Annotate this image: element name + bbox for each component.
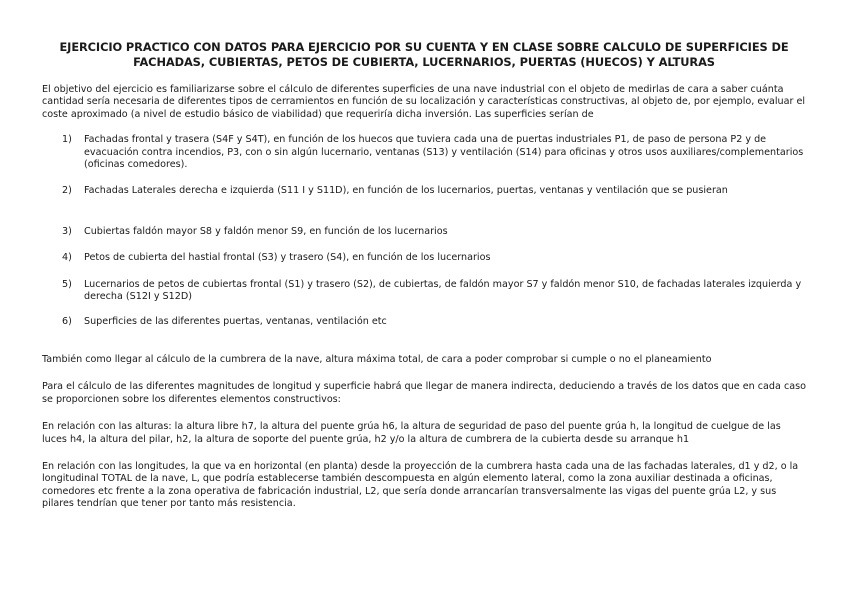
list-item (62, 279, 806, 304)
list-item-text: Petos de cubierta del hastial frontal (S3) y trasero (S4), en función de los lucernarios (84, 252, 491, 264)
title-line-2: FACHADAS, CUBIERTAS, PETOS DE CUBIERTA, LUCERNARIOS, PUERTAS (HUECOS) Y ALTURAS (133, 55, 715, 69)
document-title (42, 40, 806, 70)
calculation-paragraph: Para el cálculo de las diferentes magnitudes de longitud y superficie habrá que llegar de manera indirecta, deduciendo a través de los datos que en cada caso se proporcionen sobre los diferentes elementos constructivos: (42, 381, 806, 405)
list-item (62, 226, 806, 238)
list-item-number: 6) (62, 316, 72, 328)
list-item-number: 3) (62, 225, 72, 237)
list-item-text: Superficies de las diferentes puertas, ventanas, ventilación etc (84, 316, 387, 328)
intro-paragraph: El objetivo del ejercicio es familiarizarse sobre el cálculo de diferentes superficies de una nave industrial con el objeto de medirlas de cara a saber cuánta cantidad sería necesaria de diferentes tipos de cerramientos en función de su localización y características constructivas, al objeto de, por ejemplo, evaluar el coste aproximado (a nivel de estudio básico de viabilidad) que requeriría dicha inversión. Las superficies serían de (42, 84, 806, 120)
list-item-number: 5) (62, 278, 72, 290)
list-item-number: 4) (62, 252, 72, 264)
list-item (62, 316, 806, 328)
list-item-number: 1) (62, 134, 72, 146)
list-item (62, 134, 806, 171)
document-page (42, 40, 806, 511)
surfaces-list (42, 134, 806, 329)
list-item-text: Fachadas Laterales derecha e izquierda (S11 I y S11D), en función de los lucernarios, puertas, ventanas y ventilación que se pusieran (84, 185, 728, 197)
list-item-text: Lucernarios de petos de cubiertas frontal (S1) y trasero (S2), de cubiertas, de faldón mayor S7 y faldón menor S10, de fachadas laterales izquierda y derecha (S12I y S12D) (84, 278, 802, 303)
list-item (62, 252, 806, 264)
list-item-text: Cubiertas faldón mayor S8 y faldón menor S9, en función de los lucernarios (84, 225, 448, 237)
cumbrera-paragraph: También como llegar al cálculo de la cumbrera de la nave, altura máxima total, de cara a poder comprobar si cumple o no el planeamiento (42, 353, 712, 365)
list-item-text: Fachadas frontal y trasera (S4F y S4T), en función de los huecos que tuviera cada una de puertas industriales P1, de paso de persona P2 y de evacuación contra incendios, P3, con o sin algún lucernario, ventanas (S13) y ventilación (S14) para oficinas y otros usos auxiliares/complementarios (oficinas comedores). (84, 134, 804, 171)
title-line-1: EJERCICIO PRACTICO CON DATOS PARA EJERCICIO POR SU CUENTA Y EN CLASE SOBRE CALCULO DE SUPERFICIES DE (59, 40, 789, 54)
lengths-paragraph: En relación con las longitudes, la que va en horizontal (en planta) desde la proyección de la cumbrera hasta cada una de las fachadas laterales, d1 y d2, o la longitudinal TOTAL de la nave, L, que podría establecerse también descompuesta en algún elemento lateral, como la zona auxiliar destinada a oficinas, comedores etc frente a la zona operativa de fabricación industrial, L2, que sería donde arrancarían transversalmente las vigas del puente grúa L2, y sus pilares tendrían que tener por tanto más resistencia. (42, 460, 799, 510)
list-item (62, 185, 806, 197)
heights-paragraph: En relación con las alturas: la altura libre h7, la altura del puente grúa h6, la altura de seguridad de paso del puente grúa h, la longitud de cuelgue de las luces h4, la altura del pilar, h2, la altura de soporte del puente grúa, h2 y/o la altura de cumbrera de la cubierta desde su arranque h1 (42, 421, 781, 445)
list-item-number: 2) (62, 185, 72, 197)
